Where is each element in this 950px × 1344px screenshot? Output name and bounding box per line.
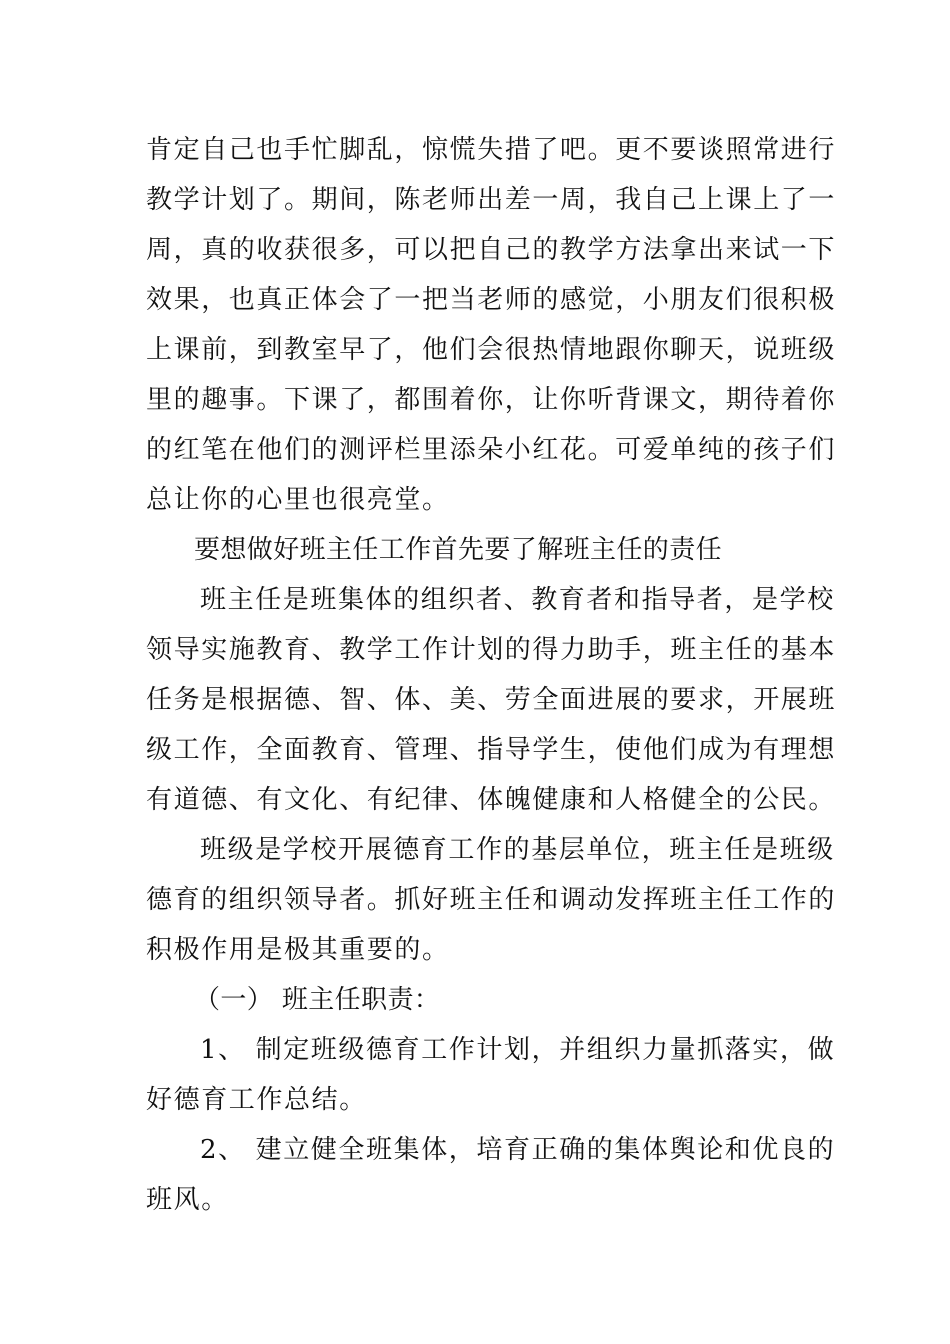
section-heading: 要想做好班主任工作首先要了解班主任的责任 [194, 535, 723, 565]
list-item-2-continuation: 班风。 [146, 1185, 229, 1215]
list-item-2-first-line: 2、 建立健全班集体，培育正确的集体舆论和优良的 [200, 1135, 836, 1165]
paragraph-first-line: 班级是学校开展德育工作的基层单位，班主任是班级 [200, 835, 835, 865]
body-text-line: 效果，也真正体会了一把当老师的感觉，小朋友们很积极 [146, 285, 837, 315]
body-text-line: 里的趣事。下课了，都围着你，让你听背课文，期待着你 [146, 385, 837, 415]
body-text-line: 教学计划了。期间，陈老师出差一周，我自己上课上了一 [146, 185, 837, 215]
body-text-line: 总让你的心里也很亮堂。 [146, 485, 450, 515]
body-text-line: 上课前，到教室早了，他们会很热情地跟你聊天，说班级 [146, 335, 837, 365]
body-text-line: 领导实施教育、教学工作计划的得力助手，班主任的基本 [146, 635, 837, 665]
body-text-line: 任务是根据德、智、体、美、劳全面进展的要求，开展班 [146, 685, 837, 715]
body-text-line: 周，真的收获很多，可以把自己的教学方法拿出来试一下 [146, 235, 837, 265]
body-text-line: 级工作，全面教育、管理、指导学生，使他们成为有理想 [146, 735, 837, 765]
body-text-line: 的红笔在他们的测评栏里添朵小红花。可爱单纯的孩子们 [146, 435, 837, 465]
body-text-line: 德育的组织领导者。抓好班主任和调动发挥班主任工作的 [146, 885, 837, 915]
paragraph-first-line: 班主任是班集体的组织者、教育者和指导者，是学校 [200, 585, 835, 615]
list-item-1-first-line: 1、 制定班级德育工作计划，并组织力量抓落实，做 [200, 1035, 836, 1065]
subsection-heading: （一） 班主任职责： [194, 985, 441, 1015]
body-text-line: 积极作用是极其重要的。 [146, 935, 450, 965]
list-item-1-continuation: 好德育工作总结。 [146, 1085, 367, 1115]
body-text-line: 有道德、有文化、有纪律、体魄健康和人格健全的公民。 [146, 785, 837, 815]
body-text-line: 肯定自己也手忙脚乱，惊慌失措了吧。更不要谈照常进行 [146, 135, 837, 165]
